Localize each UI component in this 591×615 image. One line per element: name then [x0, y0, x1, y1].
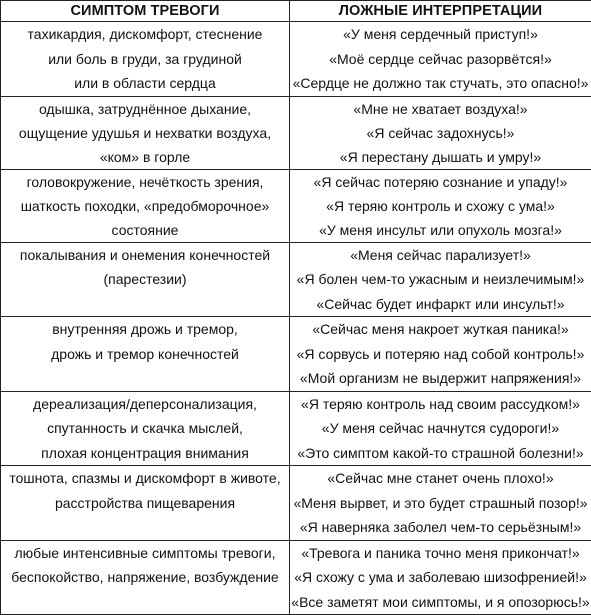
table-header-row	[1, 1, 591, 22]
interpretation-line: «Тревога и паника точно меня прикончат!»	[290, 541, 591, 566]
interpretations-cell	[290, 96, 591, 169]
interpretation-line: «Я теряю контроль и схожу с ума!»	[290, 194, 591, 218]
header-interpretations: ЛОЖНЫЕ ИНТЕРПРЕТАЦИИ	[290, 1, 591, 22]
table-row	[1, 96, 591, 169]
interpretation-line: «Все заметят мои симптомы, и я опозорюсь!»	[290, 590, 591, 615]
table-row	[1, 466, 591, 541]
interpretations-cell	[290, 540, 591, 615]
interpretation-line: «Я теряю контроль над своим рассудком!»	[290, 392, 591, 417]
symptom-cell	[1, 540, 290, 615]
symptom-cell	[1, 242, 290, 317]
symptom-line: шаткость походки, «предобморочное»	[1, 194, 289, 218]
symptom-line: тахикардия, дискомфорт, стеснение	[1, 22, 289, 47]
interpretation-line: «У меня сердечный приступ!»	[290, 22, 591, 47]
table-row	[1, 317, 591, 392]
table-row	[1, 169, 591, 242]
table-row	[1, 22, 591, 97]
symptom-line: спутанность и скачка мыслей,	[1, 416, 289, 441]
symptom-line: одышка, затруднённое дыхание,	[1, 97, 289, 121]
interpretation-line: «У меня сейчас начнутся судороги!»	[290, 416, 591, 441]
symptom-line: «ком» в горле	[1, 145, 289, 169]
interpretation-line: «Мой организм не выдержит напряжения!»	[290, 366, 591, 391]
table-row	[1, 391, 591, 466]
symptom-line: дереализация/деперсонализация,	[1, 392, 289, 417]
table-row	[1, 540, 591, 615]
interpretations-cell	[290, 22, 591, 97]
interpretation-line: «Мне не хватает воздуха!»	[290, 97, 591, 121]
interpretation-line: «У меня инсульт или опухоль мозга!»	[290, 218, 591, 242]
interpretation-line: «Сейчас меня накроет жуткая паника!»	[290, 317, 591, 342]
symptom-line: дрожь и тремор конечностей	[1, 342, 289, 367]
interpretation-line: «Сейчас мне станет очень плохо!»	[290, 466, 591, 491]
interpretations-cell	[290, 242, 591, 317]
symptom-line: (парестезии)	[1, 267, 289, 292]
symptom-line: тошнота, спазмы и дискомфорт в животе,	[1, 466, 289, 491]
interpretation-line: «Я болен чем-то ужасным и неизлечимым!»	[290, 267, 591, 292]
symptom-line: беспокойство, напряжение, возбуждение	[1, 565, 289, 590]
symptom-cell	[1, 466, 290, 541]
symptom-cell	[1, 22, 290, 97]
interpretations-cell	[290, 169, 591, 242]
symptom-cell	[1, 169, 290, 242]
interpretations-cell	[290, 391, 591, 466]
interpretation-line: «Я схожу с ума и заболеваю шизофренией!»	[290, 565, 591, 590]
symptom-line: или в области сердца	[1, 71, 289, 96]
interpretation-line: «Я сейчас потеряю сознание и упаду!»	[290, 170, 591, 194]
symptom-cell	[1, 391, 290, 466]
table-row	[1, 242, 591, 317]
interpretation-line: «Я сорвусь и потеряю над собой контроль!»	[290, 342, 591, 367]
symptom-cell	[1, 317, 290, 392]
header-symptom: СИМПТОМ ТРЕВОГИ	[1, 1, 290, 22]
interpretation-line: «Моё сердце сейчас разорвётся!»	[290, 47, 591, 72]
interpretation-line: «Меня сейчас парализует!»	[290, 243, 591, 268]
symptom-line: покалывания и онемения конечностей	[1, 243, 289, 268]
symptom-line: плохая концентрация внимания	[1, 441, 289, 466]
symptom-line: головокружение, нечёткость зрения,	[1, 170, 289, 194]
symptom-line: расстройства пищеварения	[1, 491, 289, 516]
interpretation-line: «Я перестану дышать и умру!»	[290, 145, 591, 169]
symptom-cell	[1, 96, 290, 169]
symptom-line: состояние	[1, 218, 289, 242]
symptom-line: ощущение удушья и нехватки воздуха,	[1, 121, 289, 145]
interpretation-line: «Я наверняка заболел чем-то серьёзным!»	[290, 515, 591, 540]
interpretation-line: «Сердце не должно так стучать, это опасно!»	[290, 71, 591, 96]
interpretation-line: «Сейчас будет инфаркт или инсульт!»	[290, 292, 591, 317]
interpretation-line: «Я сейчас задохнусь!»	[290, 121, 591, 145]
symptom-line: внутренняя дрожь и тремор,	[1, 317, 289, 342]
interpretations-cell	[290, 317, 591, 392]
interpretation-line: «Меня вырвет, и это будет страшный позор!»	[290, 491, 591, 516]
interpretation-line: «Это симптом какой-то страшной болезни!»	[290, 441, 591, 466]
interpretations-cell	[290, 466, 591, 541]
symptom-line: или боль в груди, за грудиной	[1, 47, 289, 72]
symptom-line: любые интенсивные симптомы тревоги,	[1, 541, 289, 566]
